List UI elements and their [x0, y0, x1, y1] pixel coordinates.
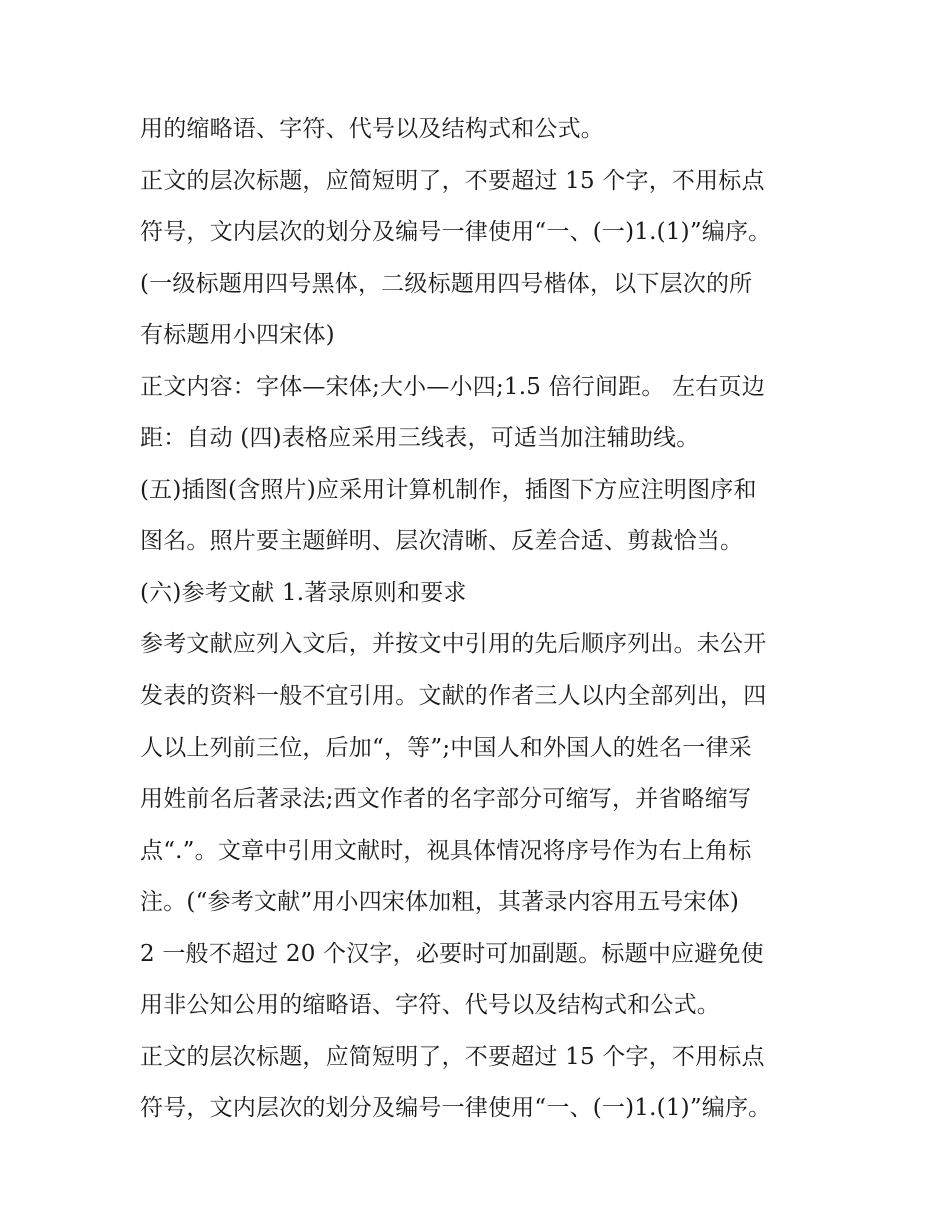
text-line: (六)参考文献 1.著录原则和要求 [140, 579, 467, 606]
text-line: (一级标题用四号黑体，二级标题用四号楷体，以下层次的所 [140, 270, 753, 297]
document-body [140, 107, 820, 1138]
text-line: (五)插图(含照片)应采用计算机制作，插图下方应注明图序和 [140, 476, 757, 503]
text-line: 正文的层次标题，应简短明了，不要超过 15 个字，不用标点 [140, 1043, 765, 1070]
text-line: 符号，文内层次的划分及编号一律使用“一、(一)1.(1)”编序。 [140, 1095, 772, 1122]
text-line: 正文内容：字体—宋体;大小—小四;1.5 倍行间距。 左右页边 [140, 373, 765, 400]
text-line: 用非公知公用的缩略语、字符、代号以及结构式和公式。 [140, 992, 720, 1019]
text-line: 正文的层次标题，应简短明了，不要超过 15 个字，不用标点 [140, 167, 765, 194]
text-line: 2 一般不超过 20 个汉字，必要时可加副题。标题中应避免使 [140, 940, 764, 967]
text-line: 用姓前名后著录法;西文作者的名字部分可缩写，并省略缩写 [140, 786, 752, 813]
text-line: 注。(“参考文献”用小四宋体加粗，其著录内容用五号宋体) [140, 889, 740, 916]
text-line: 人以上列前三位，后加“，等”;中国人和外国人的姓名一律采 [140, 734, 752, 761]
text-line: 用的缩略语、字符、代号以及结构式和公式。 [140, 116, 604, 142]
text-line: 点“.”。文章中引用文献时，视具体情况将序号作为右上角标 [140, 837, 752, 864]
text-line: 符号，文内层次的划分及编号一律使用“一、(一)1.(1)”编序。 [140, 219, 772, 246]
text-line: 参考文献应列入文后，并按文中引用的先后顺序列出。未公开 [140, 631, 767, 658]
text-line: 有标题用小四宋体) [140, 322, 335, 349]
text-line: 图名。照片要主题鲜明、层次清晰、反差合适、剪裁恰当。 [140, 528, 744, 555]
text-line: 距：自动 (四)表格应采用三线表，可适当加注辅助线。 [140, 425, 700, 452]
text-line: 发表的资料一般不宜引用。文献的作者三人以内全部列出，四 [140, 683, 767, 710]
